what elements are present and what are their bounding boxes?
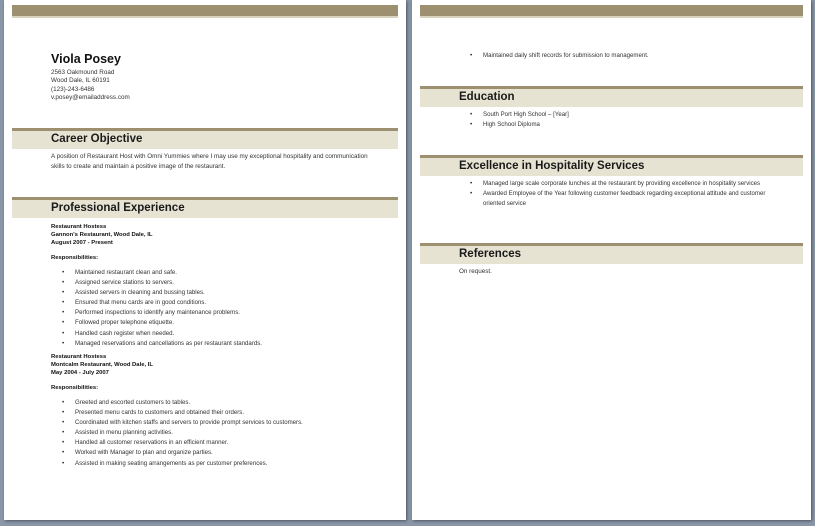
address-line-1: 2563 Oakmound Road xyxy=(51,69,115,76)
job-1-header xyxy=(51,223,152,248)
list-item: • Maintained restaurant clean and safe. xyxy=(62,268,262,278)
excellence-list xyxy=(470,179,781,209)
list-item: • Handled all customer reservations in an efficient manner. xyxy=(62,438,303,448)
job-dates: May 2004 - July 2007 xyxy=(51,370,109,377)
excellence-header xyxy=(420,155,803,176)
list-item: • Assisted servers in cleaning and bussing tables. xyxy=(62,288,262,298)
responsibilities-label: Responsibilities: xyxy=(51,255,99,261)
career-objective-text: A position of Restaurant Host with Omni Yummies where I may use my exceptional hospitality and communication skills to create and maintain a positive image of the restaurant. xyxy=(51,153,368,170)
list-item: • Maintained daily shift records for submission to management. xyxy=(470,51,649,61)
applicant-name: Viola Posey xyxy=(51,52,121,66)
list-item: • Coordinated with kitchen staffs and servers to provide prompt services to customers. xyxy=(62,418,303,428)
list-item: • Assigned service stations to servers. xyxy=(62,278,262,288)
career-objective-header xyxy=(12,128,398,149)
education-list xyxy=(470,110,569,130)
list-item: • Handled cash register when needed. xyxy=(62,329,262,339)
section-title: References xyxy=(459,248,522,260)
responsibilities-label: Responsibilities: xyxy=(51,385,99,391)
resume-page-2 xyxy=(412,0,811,520)
list-item: • Followed proper telephone etiquette. xyxy=(62,318,262,328)
list-item: • Managed reservations and cancellations as per restaurant standards. xyxy=(62,339,262,349)
contact-block xyxy=(51,69,130,103)
professional-experience-header xyxy=(12,197,398,218)
section-title: Professional Experience xyxy=(51,202,185,214)
address-line-2: Wood Dale, IL 60191 xyxy=(51,77,110,85)
list-item: • Assisted in making seating arrangements as per customer preferences. xyxy=(62,459,303,469)
email: v.posey@emailaddress.com xyxy=(51,94,130,102)
references-header xyxy=(420,243,803,264)
job-company: Montcalm Restaurant, Wood Dale, IL xyxy=(51,362,154,369)
list-item: • Greeted and escorted customers to tables. xyxy=(62,398,303,408)
list-item: • High School Diploma xyxy=(470,120,569,130)
list-item: • South Port High School – [Year] xyxy=(470,110,569,120)
header-rule xyxy=(420,5,803,18)
job-dates: August 2007 - Present xyxy=(51,240,113,247)
phone: (123)-243-6486 xyxy=(51,85,95,93)
list-item: • Ensured that menu cards are in good conditions. xyxy=(62,298,262,308)
list-item: • Performed inspections to identify any maintenance problems. xyxy=(62,308,262,318)
job-company: Gannon's Restaurant, Wood Dale, IL xyxy=(51,232,153,239)
resume-page-1 xyxy=(4,0,406,520)
list-item: • Assisted in menu planning activities. xyxy=(62,428,303,438)
job-1-responsibilities xyxy=(62,268,262,349)
header-rule xyxy=(12,5,398,18)
job-2-header xyxy=(51,353,153,378)
list-item: • Presented menu cards to customers and obtained their orders. xyxy=(62,408,303,418)
section-title: Career Objective xyxy=(51,133,143,145)
education-header xyxy=(420,86,803,107)
section-title: Excellence in Hospitality Services xyxy=(459,160,645,172)
list-item: • Worked with Manager to plan and organize parties. xyxy=(62,448,303,458)
references-text: On request. xyxy=(459,268,492,275)
job-title: Restaurant Hostess xyxy=(51,224,107,230)
continued-responsibilities xyxy=(470,51,649,61)
job-title: Restaurant Hostess xyxy=(51,354,107,360)
list-item: • Managed large scale corporate lunches at the restaurant by providing excellence in hospitality services xyxy=(470,179,781,189)
section-title: Education xyxy=(459,91,515,103)
job-2-responsibilities xyxy=(62,398,303,469)
list-item: • Awarded Employee of the Year following customer feedback regarding exceptional attitude and customer oriented service xyxy=(470,189,781,209)
